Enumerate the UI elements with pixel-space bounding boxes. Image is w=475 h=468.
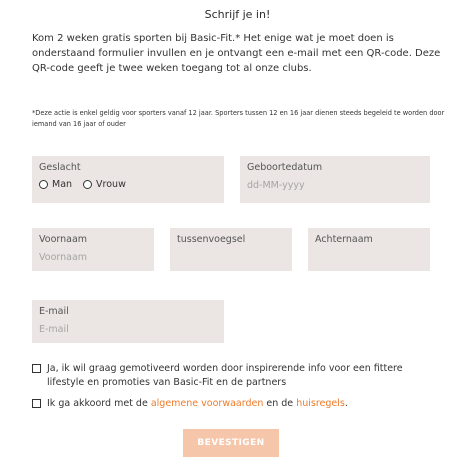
marketing-consent-row [32,362,432,390]
gender-option-vrouw[interactable] [83,179,126,190]
house-rules-link[interactable]: huisregels [296,398,345,409]
confirm-button[interactable]: BEVESTIGEN [183,429,279,457]
birthdate-label: Geboortedatum [247,162,323,173]
gender-field [32,156,224,203]
infix-field[interactable] [170,228,292,271]
terms-consent-checkbox[interactable] [32,399,41,408]
gender-option-man[interactable] [39,179,72,190]
lastname-field[interactable] [308,228,430,271]
intro-text: Kom 2 weken gratis sporten bij Basic-Fit.* Het enige wat je moet doen is onderstaand formulier invullen en je ontvangt een e-mail met een QR-code. Deze QR-code geeft je twee weken toegang tot al onze clubs. [32,33,441,74]
birthdate-input[interactable]: dd-MM-yyyy [247,180,305,191]
firstname-label: Voornaam [39,234,88,245]
marketing-consent-text: Ja, ik wil graag gemotiveerd worden door inspirerende info voor een fittere lifestyle en promoties van Basic-Fit en de partners [47,363,403,388]
firstname-input[interactable]: Voornaam [39,252,88,263]
gender-radio-group [39,179,217,190]
terms-consent-row [32,397,442,411]
marketing-consent-checkbox[interactable] [32,364,41,373]
terms-link[interactable]: algemene voorwaarden [150,398,264,409]
radio-vrouw[interactable] [83,180,92,189]
infix-label: tussenvoegsel [177,234,246,245]
birthdate-field[interactable] [240,156,430,203]
email-label: E-mail [39,306,69,317]
terms-consent-text [47,397,348,411]
disclaimer-text: *Deze actie is enkel geldig voor sporters vanaf 12 jaar. Sporters tussen 12 en 16 jaar dienen steeds begeleid te worden door iemand van 16 jaar of ouder [32,109,445,128]
lastname-label: Achternaam [315,234,373,245]
gender-option-vrouw-label: Vrouw [96,179,126,190]
email-field[interactable] [32,300,224,343]
firstname-field[interactable] [32,228,154,271]
radio-man[interactable] [39,180,48,189]
gender-option-man-label: Man [52,179,73,190]
gender-label: Geslacht [39,162,81,173]
terms-suffix: . [344,398,348,409]
terms-middle: en de [263,398,297,409]
email-input[interactable]: E-mail [39,324,69,335]
page-title: Schrijf je in! [204,8,271,21]
terms-prefix: Ik ga akkoord met de [47,398,151,409]
